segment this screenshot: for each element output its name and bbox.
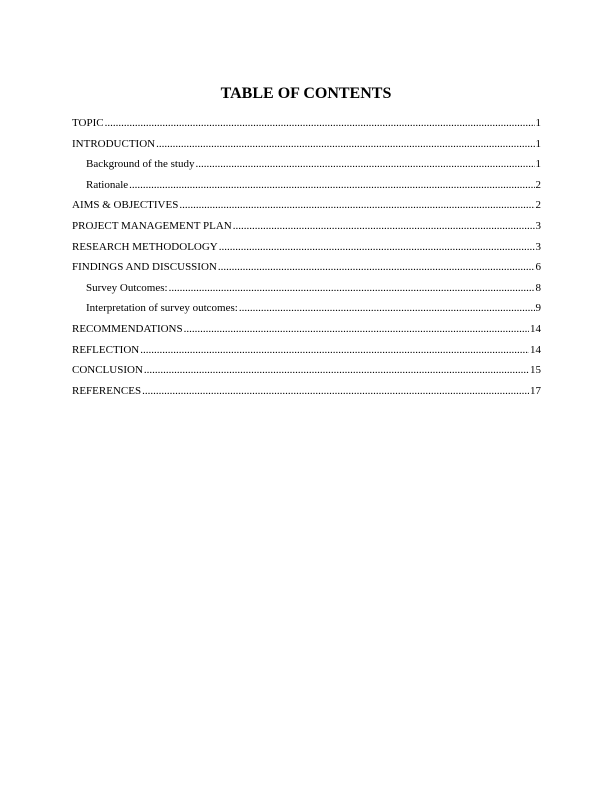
- toc-page-number: 15: [530, 364, 541, 377]
- toc-dot-leader: [129, 178, 534, 192]
- toc-page-number: 8: [535, 281, 541, 294]
- toc-entry-survey-outcomes[interactable]: [72, 281, 541, 302]
- toc-dot-leader: [195, 157, 534, 171]
- toc-entry-findings-and-discussion[interactable]: [72, 260, 541, 281]
- toc-dot-leader: [142, 384, 529, 398]
- toc-entry-label: Survey Outcomes:: [86, 281, 168, 294]
- toc-page-number: 2: [535, 199, 541, 212]
- toc-dot-leader: [218, 260, 535, 274]
- toc-page-number: 1: [535, 137, 541, 150]
- toc-page-number: 2: [535, 178, 541, 191]
- toc-page-number: 17: [530, 384, 541, 397]
- toc-dot-leader: [169, 281, 535, 295]
- toc-page-number: 14: [530, 322, 541, 335]
- toc-entry-label: INTRODUCTION: [72, 137, 156, 150]
- toc-entry-interpretation-of-survey-outcomes[interactable]: [72, 301, 541, 322]
- toc-dot-leader: [239, 301, 535, 315]
- toc-page-number: 3: [535, 240, 541, 253]
- toc-entry-label: RECOMMENDATIONS: [72, 322, 183, 335]
- toc-dot-leader: [233, 219, 535, 233]
- toc-entry-label: Background of the study: [86, 158, 195, 171]
- toc-page-number: 1: [535, 158, 541, 171]
- toc-entry-topic[interactable]: [72, 116, 541, 137]
- toc-dot-leader: [179, 198, 534, 212]
- toc-entry-label: AIMS & OBJECTIVES: [72, 199, 179, 212]
- toc-entry-label: FINDINGS AND DISCUSSION: [72, 261, 217, 274]
- toc-title: TABLE OF CONTENTS: [220, 85, 392, 102]
- toc-dot-leader: [219, 240, 535, 254]
- toc-entry-aims-and-objectives[interactable]: [72, 198, 541, 219]
- toc-page-number: 3: [535, 219, 541, 232]
- toc-entry-label: REFLECTION: [72, 343, 140, 356]
- toc-entry-research-methodology[interactable]: [72, 240, 541, 261]
- toc-dot-leader: [140, 343, 529, 357]
- toc-entry-recommendations[interactable]: [72, 322, 541, 343]
- toc-entry-label: REFERENCES: [72, 384, 142, 397]
- toc-entry-label: Rationale: [86, 178, 129, 191]
- table-of-contents: [72, 116, 541, 404]
- toc-dot-leader: [184, 322, 529, 336]
- toc-entry-project-management-plan[interactable]: [72, 219, 541, 240]
- toc-entry-conclusion[interactable]: [72, 363, 541, 384]
- toc-entry-rationale[interactable]: [72, 178, 541, 199]
- toc-entry-reflection[interactable]: [72, 343, 541, 364]
- toc-entry-label: CONCLUSION: [72, 364, 143, 377]
- toc-entry-label: Interpretation of survey outcomes:: [86, 302, 238, 315]
- toc-dot-leader: [105, 116, 535, 130]
- toc-dot-leader: [156, 137, 534, 151]
- toc-entry-references[interactable]: [72, 384, 541, 405]
- toc-entry-background-of-the-study[interactable]: [72, 157, 541, 178]
- toc-page-number: 14: [530, 343, 541, 356]
- toc-entry-label: RESEARCH METHODOLOGY: [72, 240, 218, 253]
- toc-entry-label: TOPIC: [72, 117, 104, 129]
- toc-page-number: 1: [535, 117, 541, 129]
- toc-dot-leader: [144, 363, 529, 377]
- toc-entry-introduction[interactable]: [72, 137, 541, 158]
- toc-page-number: 6: [535, 261, 541, 274]
- toc-page-number: 9: [535, 302, 541, 315]
- toc-entry-label: PROJECT MANAGEMENT PLAN: [72, 219, 232, 232]
